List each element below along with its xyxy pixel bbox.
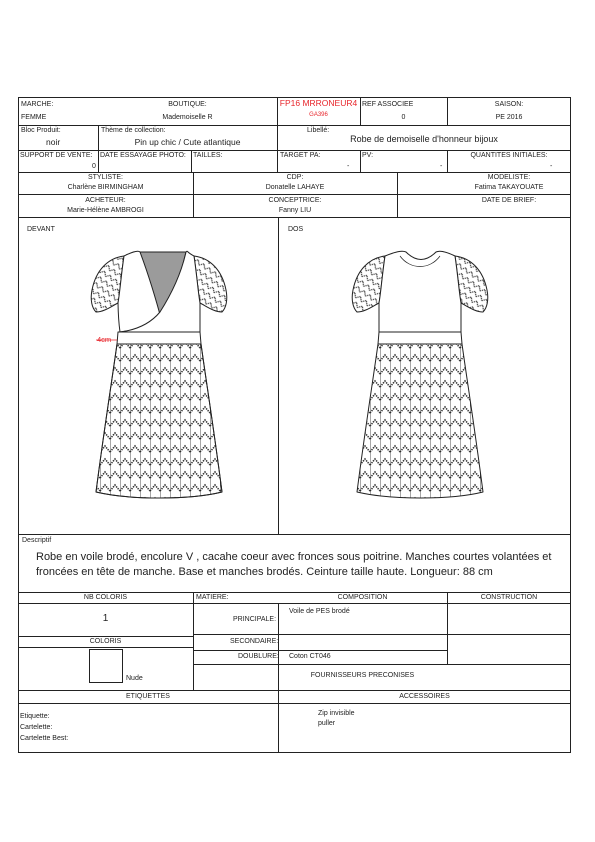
date-brief-label: DATE DE BRIEF: [481,197,537,204]
styliste-label: STYLISTE: [87,174,123,181]
pv-label: PV: [362,152,374,159]
accessoires-label: ACCESSOIRES [399,693,450,700]
nb-coloris-label: NB COLORIS [83,594,128,601]
tailles-label: TAILLES: [193,152,223,159]
fournisseurs-label: FOURNISSEURS PRECONISES [310,672,415,679]
pv-value: - [440,163,443,170]
cartelette-label: Cartelette: [20,724,53,731]
coloris-label: COLORIS [89,638,122,645]
front-view-label: DEVANT [27,226,55,233]
date-essayage-label: DATE ESSAYAGE PHOTO: [100,152,186,159]
modeliste-label: MODELISTE: [487,174,531,181]
styliste-value: Charlène BIRMINGHAM [67,184,144,191]
cdp-label: CDP: [286,174,304,181]
acheteur-value: Marie-Hélène AMBROGI [67,207,144,214]
acheteur-label: ACHETEUR: [85,197,126,204]
libelle-label: Libellé: [307,127,330,134]
nb-coloris-value: 1 [102,613,109,624]
construction-label: CONSTRUCTION [480,594,538,601]
principale-label: PRINCIPALE: [233,616,277,623]
description-label: Descriptif [22,537,52,544]
quantites-value: - [550,163,553,170]
secondaire-label: SECONDAIRE: [230,638,279,645]
target-label: TARGET PA: [280,152,321,159]
marche-label: MARCHE: [21,101,54,108]
matiere-label: MATIERE: [196,594,229,601]
etiquette-label: Etiquette: [20,713,50,720]
back-view-label: DOS [288,226,304,233]
theme-label: Thème de collection: [101,127,166,134]
accessoire-item-2: puller [318,720,336,727]
ref-associee-value: 0 [401,114,406,121]
boutique-value: Mademoiselle R [162,114,213,121]
description-text: Robe en voile brodé, encolure V , cacahe coeur avec fronces sous poitrine. Manches courtes volantées et froncées en tête de manche. Base et manches brodés. Ceinture taille haute. Longueur: 88 cm [36,551,552,578]
principale-value: Voile de PES brodé [289,608,350,615]
bloc-produit-label: Bloc Produit: [21,127,61,134]
boutique-label: BOUTIQUE: [168,101,207,108]
libelle-value: Robe de demoiselle d'honneur bijoux [350,134,498,144]
support-value: 0 [92,163,96,170]
cartelette-best-label: Cartelette Best: [20,735,69,742]
composition-label: COMPOSITION [337,594,388,601]
ref-sub: GA396 [309,112,328,118]
cdp-value: Donatelle LAHAYE [265,184,325,191]
doublure-label: DOUBLURE: [238,653,279,660]
marche-value: FEMME [21,114,47,121]
ref-code: FP16 MRRONEUR4 [279,98,358,108]
conceptrice-label: CONCEPTRICE: [268,197,322,204]
saison-label: SAISON: [494,101,524,108]
conceptrice-value: Fanny LIU [278,207,312,214]
accessoire-item-1: Zip invisible [318,710,355,717]
theme-value: Pin up chic / Cute atlantique [134,137,241,147]
bloc-produit-value: noir [46,137,61,147]
modeliste-value: Fatima TAKAYOUATE [474,184,544,191]
quantites-label: QUANTITES INITIALES: [470,152,548,159]
color-swatch [89,649,123,683]
ref-associee-label: REF ASSOCIEE [362,101,414,108]
saison-value: PE 2016 [495,114,523,121]
target-value: - [347,163,350,170]
waist-annotation: 4cm [97,335,112,344]
etiquettes-label: ETIQUETTES [126,693,170,700]
doublure-value: Coton CT046 [289,653,331,660]
support-label: SUPPORT DE VENTE: [20,152,93,159]
coloris-value: Nude [126,675,143,682]
